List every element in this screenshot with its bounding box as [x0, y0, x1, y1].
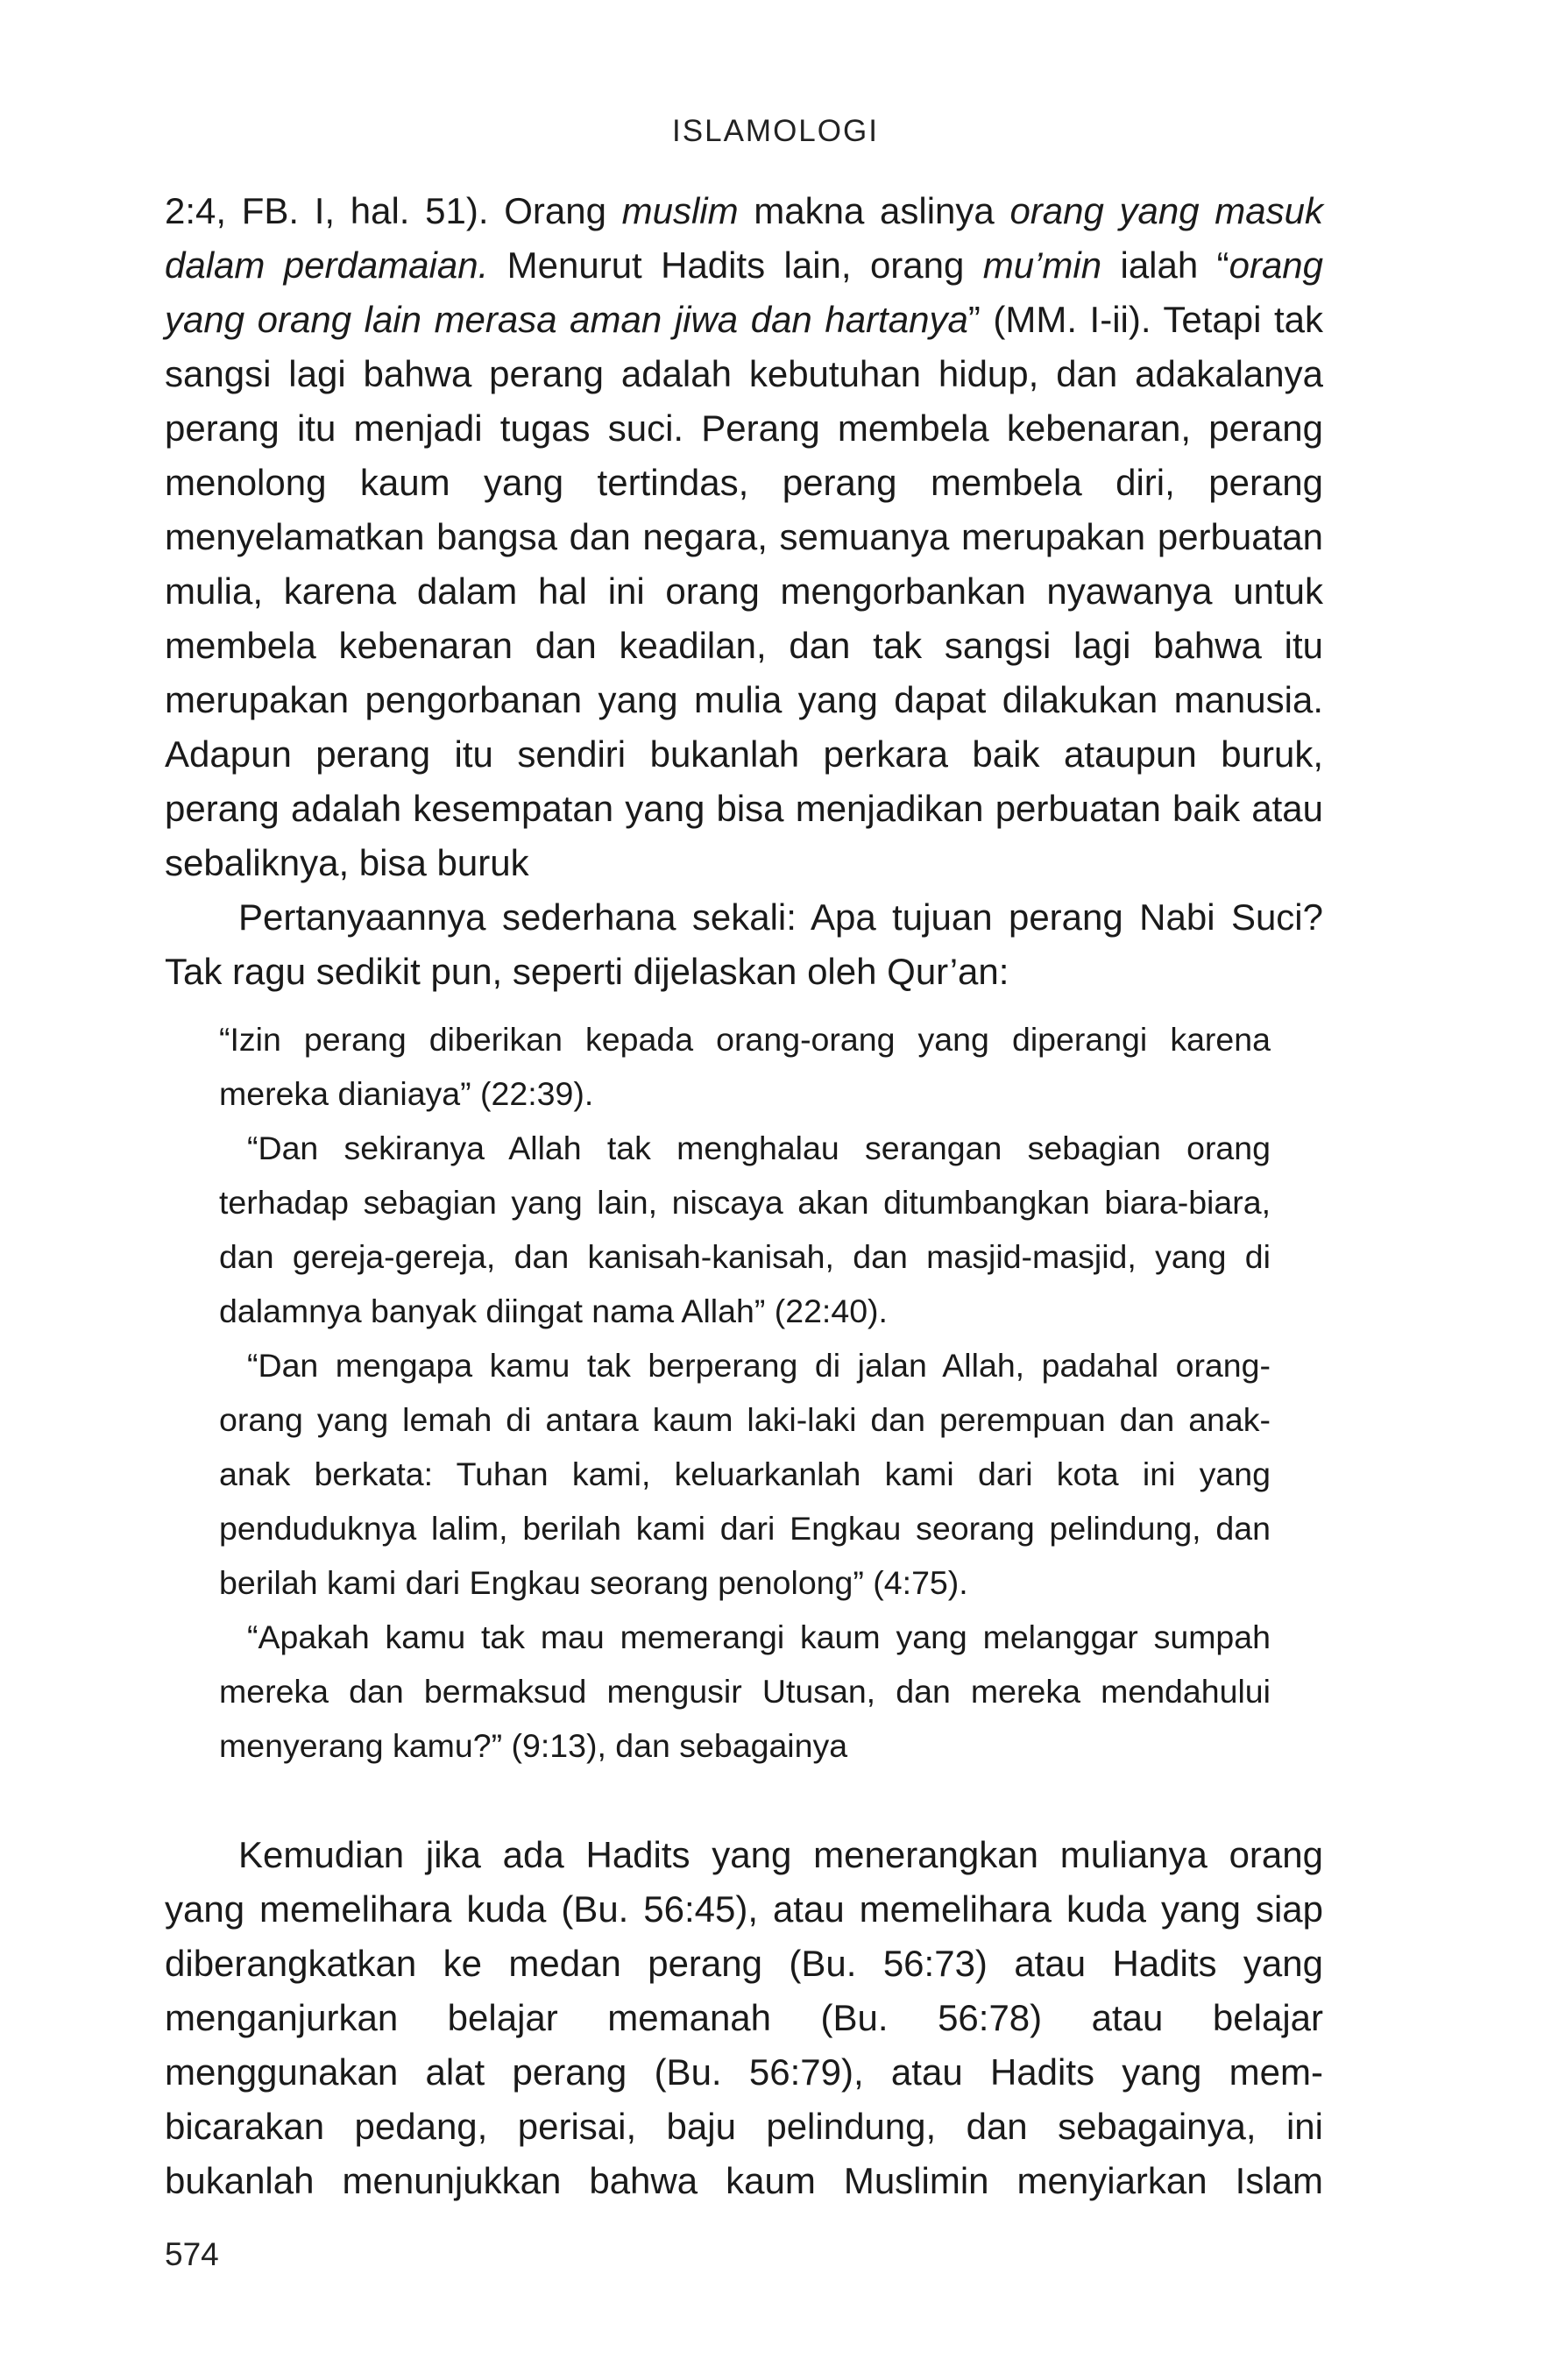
- paragraph-2: Pertanyaannya sederhana sekali: Apa tujuan perang Nabi Suci? Tak ragu sedikit pun, seperti dijelaskan oleh Qur’an:: [165, 896, 1323, 992]
- quote-4-75: “Dan mengapa kamu tak berperang di jalan Allah, padahal orang-orang yang lemah di antara kaum laki-laki dan perempuan dan anak-anak berkata: Tuhan kami, keluarkanlah kami dari kota ini yang penduduknya lalim, berilah kami dari Engkau seorang pelindung, dan berilah kami dari Engkau seorang penolong” (4:75).: [219, 1347, 1271, 1601]
- main-text-upper: [165, 184, 1323, 999]
- quote-22-40: “Dan sekiranya Allah tak menghalau serangan sebagian orang terhadap sebagian yang lain, niscaya akan ditumbangkan biara-biara, dan gereja-gereja, dan kanisah-kanisah, dan masjid-masjid, yang di dalamnya banyak diingat nama Allah” (22:40).: [219, 1130, 1271, 1329]
- quote-22-39: “Izin perang diberikan kepada orang-orang yang diperangi karena mereka dianiaya” (22:39).: [219, 1021, 1271, 1112]
- running-header: ISLAMOLOGI: [672, 114, 879, 148]
- paragraph-1: 2:4, FB. I, hal. 51). Orang muslim makna aslinya orang yang masuk dalam perdamaian. Menurut Hadits lain, orang mu’min ialah “orang yang orang lain merasa aman jiwa dan hartanya” (MM. I-ii). Tetapi tak sangsi lagi bahwa perang adalah kebutuhan hidup, dan adakalanya perang itu menjadi tugas suci. Perang membela kebenaran, perang menolong kaum yang tertindas, perang membela diri, perang menyelamatkan bangsa dan negara, semuanya merupakan perbuatan mulia, karena dalam hal ini orang mengorbankan nyawanya untuk membela kebenaran dan keadilan, dan tak sangsi lagi bahwa itu merupakan pengorbanan yang mulia yang dapat dilakukan manusia. Adapun perang itu sendiri bukanlah perkara baik ataupun buruk, perang adalah kesempatan yang bisa menjadikan perbuatan baik atau sebaliknya, bisa buruk: [165, 190, 1324, 883]
- quote-9-13: “Apakah kamu tak mau memerangi kaum yang melanggar sumpah mereka dan bermaksud mengusir Utusan, dan mereka mendahului menyerang kamu?” (9:13), dan sebagainya: [219, 1619, 1271, 1764]
- page-number: 574: [165, 2236, 219, 2272]
- main-text-lower: [165, 1828, 1323, 2208]
- quran-quotations: [219, 1012, 1271, 1773]
- paragraph-3: Kemudian jika ada Hadits yang menerangkan mulianya orang yang memelihara kuda (Bu. 56:45), atau memelihara kuda yang siap diberangkatkan ke medan perang (Bu. 56:73) atau Hadits yang menganjurkan belajar memanah (Bu. 56:78) atau belajar menggunakan alat perang (Bu. 56:79), atau Hadits yang membicarakan pedang, perisai, baju pelindung, dan sebagainya, ini bukanlah menunjukkan bahwa kaum Muslimin menyiarkan Islam: [165, 1834, 1323, 2201]
